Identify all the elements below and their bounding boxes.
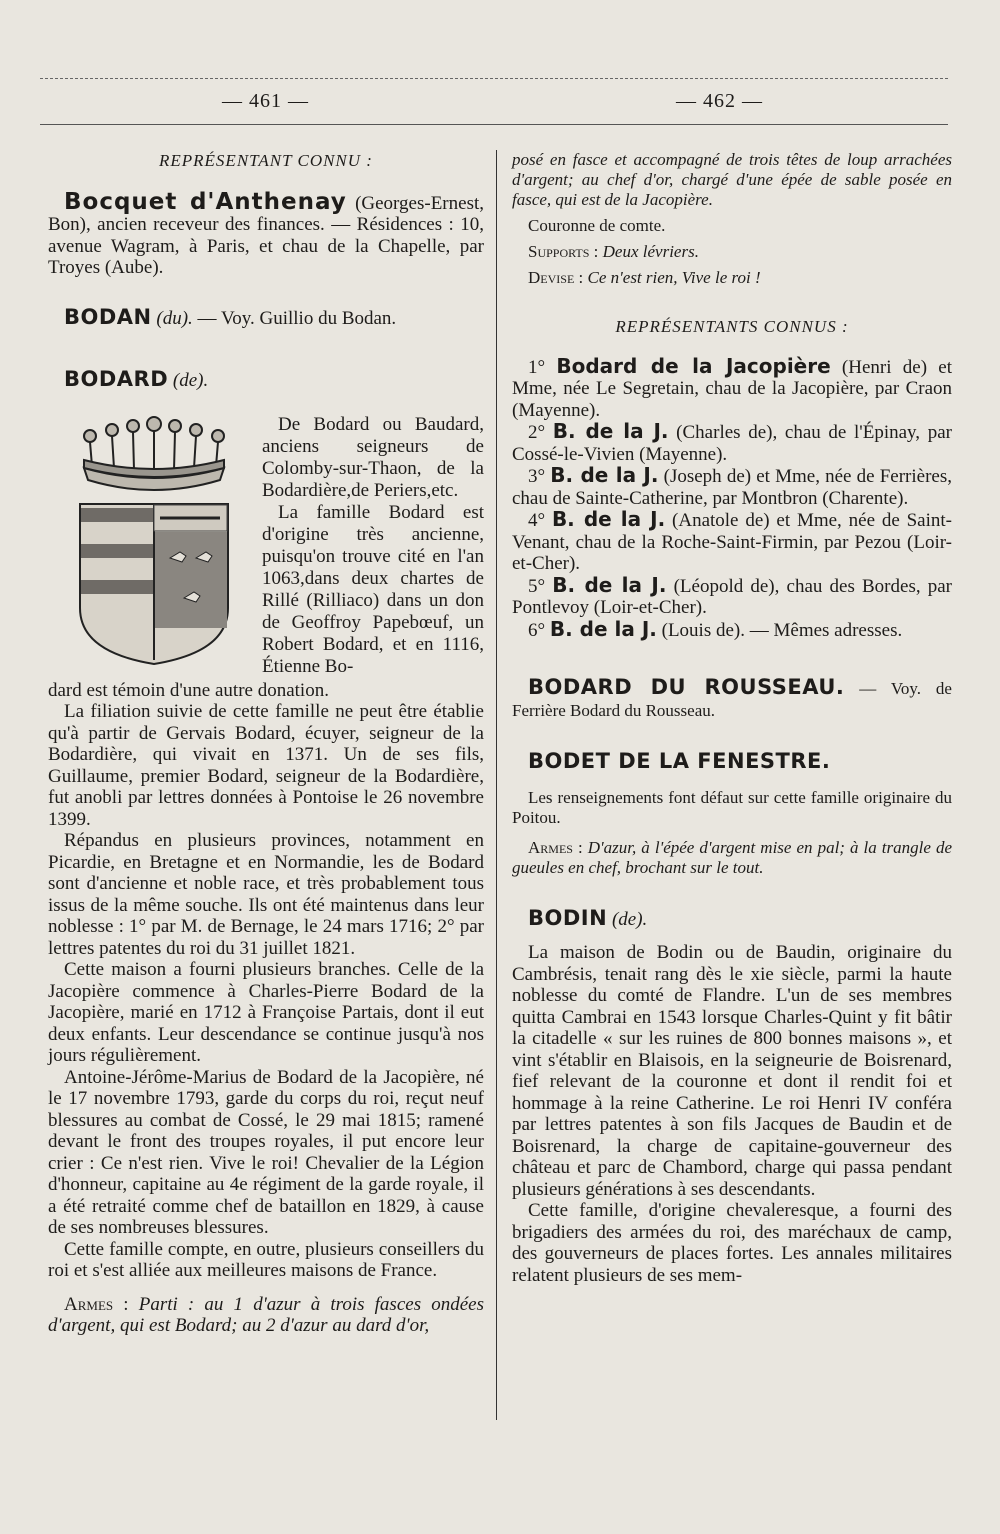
rep-2-text: (Charles de), chau de l'Épinay, par Cossé-le-Vivien (Mayenne).	[512, 422, 952, 465]
rep-4-text: (Anatole de) et Mme, née de Saint-Venant, chau de la Roche-Saint-Firmin, par Pezou (Loir-et-Cher).	[512, 510, 952, 574]
representants-connus-heading: REPRÉSENTANTS CONNUS :	[615, 317, 849, 336]
bodard-armes-label: Armes :	[64, 1293, 139, 1315]
rep-2-name: B. de la J.	[552, 419, 669, 443]
rousseau-reference: — Voy. de Ferrière Bodard du Rousseau.	[512, 679, 952, 720]
bodin-para-1: La maison de Bodin ou de Baudin, originaire du Cambrésis, tenait rang dès le xie siècle, parmi la haute noblesse du comté de Flandre. L'un de ses membres quitta Cambrai en 1543 lorsque Charles-Quint y fit bâtir la citadelle « sur les ruines de 800 bonnes maisons », et vint s'établir en Blaisois, en la seigneurie de Boisrenard, fief relevant de la couronne et dont il rendit foi et hommage à la reine Catherine. Le roi Henri IV conféra par lettres patentes à son fils Jacques de Baudin et de Boisrenard, la charge de capitaine-gouverneur des château et parc de Chambord, charge qui passa pendant plusieurs générations à ses descendants.	[512, 942, 952, 1200]
column-divider	[496, 150, 497, 1420]
bocquet-text: (Georges-Ernest, Bon), ancien receveur des finances. — Résidences : 10, avenue Wagram, à Paris, et chau de la Chapelle, par Troyes (Aube).	[48, 192, 484, 278]
supports-label: Supports :	[528, 242, 603, 261]
top-rule	[40, 78, 948, 79]
supports-value: Deux lévriers.	[602, 242, 699, 261]
supports-line	[512, 242, 952, 262]
bodin-title	[512, 905, 952, 931]
rep-5-number: 5°	[528, 575, 553, 597]
representative-6	[512, 616, 952, 642]
rep-3-number: 3°	[528, 466, 551, 487]
bodan-particle: (du).	[151, 307, 193, 329]
entry-bodan	[48, 304, 484, 330]
devise-value: Ce n'est rien, Vive le roi !	[587, 268, 761, 287]
fenestre-armes	[512, 838, 952, 878]
right-column	[512, 150, 952, 1286]
fenestre-armes-label: Armes :	[528, 837, 588, 857]
bodard-para-5: Cette famille compte, en outre, plusieurs conseillers du roi et s'est alliée aux meilleures maisons de France.	[48, 1238, 484, 1281]
representative-5	[512, 572, 952, 619]
page-number-left: — 461 —	[222, 90, 309, 112]
representative-3	[512, 465, 952, 509]
rep-1-number: 1°	[528, 356, 557, 378]
bodan-reference: — Voy. Guillio du Bodan.	[192, 307, 397, 329]
bodard-intro-p1: De Bodard ou Baudard, anciens seigneurs de Colomby-sur-Thaon, de la Bodardière,de Periers,etc.	[262, 413, 484, 501]
rep-6-number: 6°	[528, 619, 550, 641]
representative-2	[512, 421, 952, 465]
representative-4	[512, 509, 952, 575]
bodard-intro-p2: La famille Bodard est d'origine très ancienne, puisqu'on trouve cité en l'an 1063,dans deux chartes de Rillé (Rilliaco) dans un don de Geoffroy Papebœuf, un Robert Bodard, et en 1116, Étienne Bo-	[262, 501, 484, 677]
devise-line	[512, 268, 952, 288]
bodan-heading: BODAN	[64, 304, 152, 329]
bodard-armes-continuation: posé en fasce et accompagné de trois têtes de loup arrachées d'argent; au chef d'or, chargé d'une épée de sable posée en fasce, qui est de la Jacopière.	[512, 150, 952, 209]
bodard-intro-text	[262, 414, 484, 678]
rep-6-name: B. de la J.	[549, 616, 657, 641]
rep-3-text: (Joseph de) et Mme, née de Ferrières, chau de Sainte-Catherine, par Montbron (Charente).	[512, 466, 952, 509]
bodard-para-3: Cette maison a fourni plusieurs branches. Celle de la Jacopière commence à Charles-Pierre Bodard de la Jacopière, marié en 1712 à Françoise Partais, dont il eut deux enfants. Leur descendance se continue jusqu'à nos jours régulièrement.	[48, 959, 484, 1066]
bodard-armes	[48, 1294, 484, 1337]
fenestre-heading: BODET DE LA FENESTRE.	[528, 749, 831, 773]
page-number-right: — 462 —	[676, 90, 763, 112]
rep-3-name: B. de la J.	[550, 463, 659, 487]
bodard-para-2: Répandus en plusieurs provinces, notamment en Picardie, en Bretagne et en Normandie, les de Bodard sont d'ancienne et noble race, et très probablement tous issus de la même souche. Ils ont été maintenus dans leur noblesse : 1° par M. de Bernage, le 24 mars 1716; 2° par lettres patentes du roi du 31 juillet 1821.	[48, 830, 484, 959]
bodard-armes-text: Parti : au 1 d'azur à trois fasces ondées d'argent, qui est Bodard; au 2 d'azur au dard d'or,	[48, 1293, 485, 1336]
bodin-heading: BODIN	[528, 905, 608, 930]
bodard-heading: BODARD	[64, 367, 169, 391]
bodard-intro-continuation: dard est témoin d'une autre donation.	[48, 679, 329, 701]
rep-1-text: (Henri de) et Mme, née Le Segretain, chau de la Jacopière, par Craon (Mayenne).	[512, 356, 952, 421]
rep-6-text: (Louis de). — Mêmes adresses.	[656, 619, 903, 641]
representative-1	[512, 353, 952, 422]
header-rule	[40, 124, 948, 125]
couronne-line: Couronne de comte.	[528, 216, 666, 235]
devise-label: Devise :	[528, 268, 588, 287]
rep-4-number: 4°	[528, 510, 552, 531]
bodard-para-4: Antoine-Jérôme-Marius de Bodard de la Jacopière, né le 17 novembre 1793, garde du corps du roi, reçut neuf blessures au combat de Cossé, le 29 mai 1815; ramené devant le front des troupes royales, il put encore leur crier : Ce n'est rien. Vive le roi! Chevalier de la Légion d'honneur, capitaine au 4e régiment de la garde royale, il a été retraité comme chef de bataillon en 1829, à cause de ses nombreuses blessures.	[48, 1066, 484, 1238]
bocquet-name: Bocquet d'Anthenay	[64, 188, 347, 215]
entry-rousseau	[512, 677, 952, 721]
rousseau-heading: BODARD DU ROUSSEAU.	[528, 675, 845, 699]
fenestre-text: Les renseignements font défaut sur cette famille originaire du Poitou.	[512, 787, 952, 827]
bodard-arms-block	[48, 408, 484, 680]
rep-5-text: (Léopold de), chau des Bordes, par Pontlevoy (Loir-et-Cher).	[512, 575, 952, 618]
rep-4-name: B. de la J.	[551, 507, 666, 531]
entry-bodard-title	[48, 369, 484, 392]
left-column	[48, 150, 484, 1337]
bodin-particle: (de).	[607, 908, 648, 930]
bodard-para-1: La filiation suivie de cette famille ne peut être établie qu'à partir de Gervais Bodard, écuyer, seigneur de la Bodardière, qui vivait en 1371. Un de ses fils, Guillaume, premier Bodard, seigneur de la Bodardière, fut anobli par lettres données à Pontoise le 26 novembre 1399.	[48, 701, 484, 830]
bodin-para-2: Cette famille, d'origine chevaleresque, a fourni des brigadiers des armées du roi, des maréchaux de camp, des gouverneurs de places fortes. Les annales militaires relatent plusieurs de ses mem-	[512, 1200, 952, 1286]
rep-5-name: B. de la J.	[552, 572, 667, 597]
entry-bocquet	[48, 188, 484, 279]
representant-connu-heading: REPRÉSENTANT CONNU :	[159, 151, 373, 170]
fenestre-armes-text: D'azur, à l'épée d'argent mise en pal; à la trangle de gueules en chef, brochant sur le tout.	[512, 837, 952, 877]
bodard-particle: (de).	[168, 370, 209, 391]
coat-of-arms-icon	[70, 408, 238, 670]
rep-2-number: 2°	[528, 422, 553, 443]
fenestre-title	[512, 751, 952, 774]
rep-1-name: Bodard de la Jacopière	[556, 353, 831, 378]
